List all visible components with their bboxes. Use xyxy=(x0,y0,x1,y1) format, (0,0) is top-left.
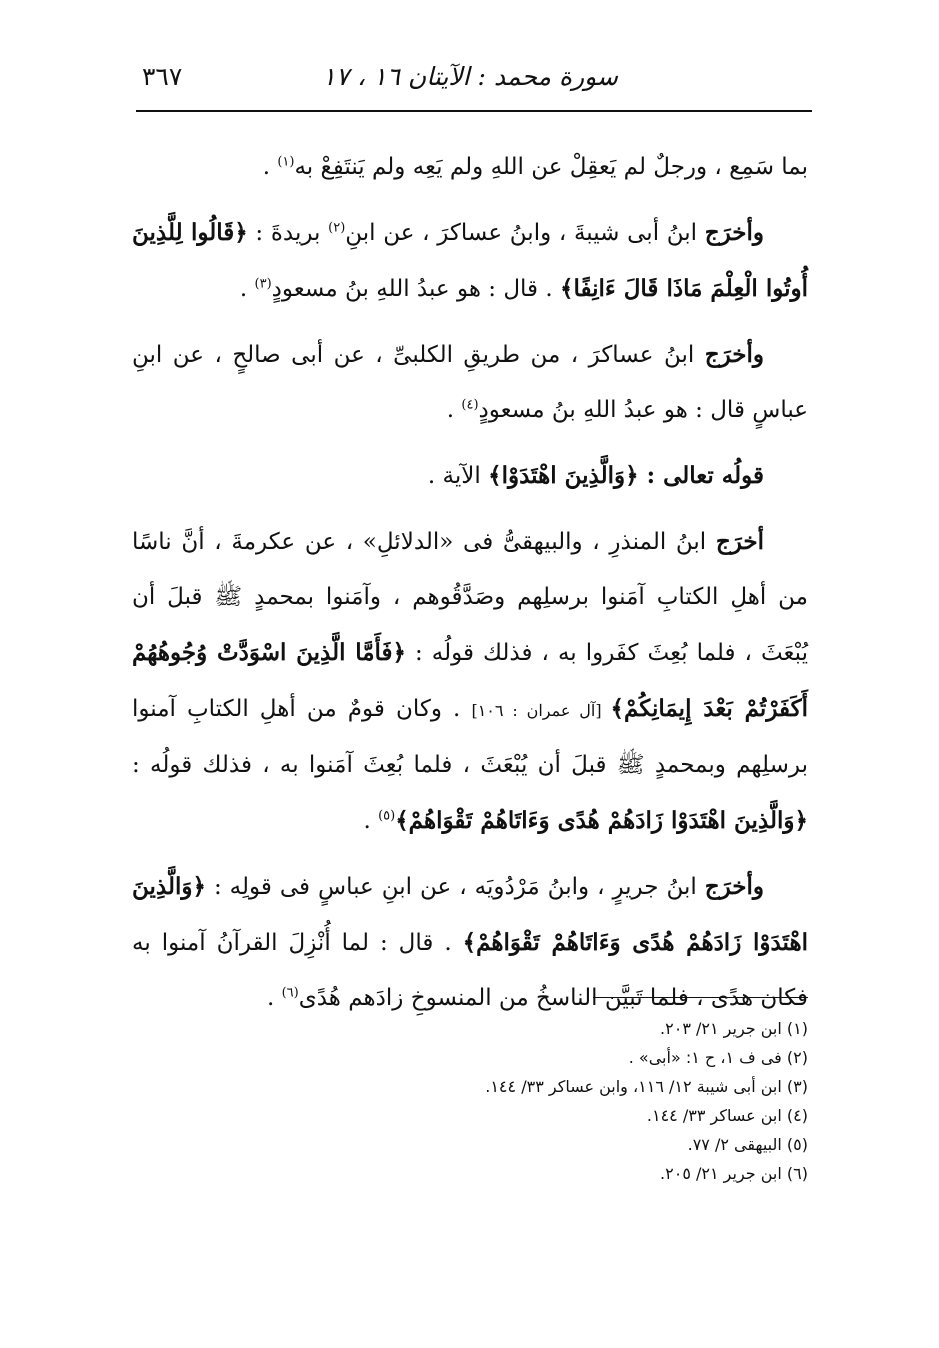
paragraph-tail: . xyxy=(239,276,255,302)
footnote-ref: (١) xyxy=(277,154,295,170)
paragraph-text-2: . قال : لما أُنْزِلَ القرآنُ آمنوا به فكان هدًى ، فلما تَبيَّن الناسخُ من المنسوخِ زادَهم هُدًى xyxy=(132,930,808,1011)
paragraph-6 xyxy=(132,859,808,1026)
footnote-ref: (٦) xyxy=(281,985,299,1001)
paragraph-text: بما سَمِع ، ورجلٌ لم يَعقِلْ عن اللهِ ولم يَعِه ولم يَنتَفِعْ به xyxy=(294,154,808,180)
footnote-5: (٥) البيهقى ٢/ ٧٧. xyxy=(687,1135,808,1154)
footnotes xyxy=(128,1014,808,1188)
header-title: سورة محمد : الآيتان ١٦ ، ١٧ xyxy=(322,62,618,91)
page-number: ٣٦٧ xyxy=(142,62,183,91)
footnote-4: (٤) ابن عساكر ٣٣/ ١٤٤. xyxy=(646,1106,808,1125)
quran-verse-2: ﴿وَالَّذِينَ اهْتَدَوْا زَادَهُمْ هُدًى وَءَاتَاهُمْ تَقْوَاهُمْ﴾ xyxy=(395,807,808,834)
section-heading: قولُه تعالى : xyxy=(638,462,764,489)
footnote-1: (١) ابن جرير ٢١/ ٢٠٣. xyxy=(660,1019,808,1038)
paragraph-5 xyxy=(132,514,808,849)
paragraph-lead: وأخرَج xyxy=(704,873,764,900)
quran-verse: ﴿وَالَّذِينَ اهْتَدَوْا﴾ xyxy=(488,462,639,489)
paragraph-tail: الآية . xyxy=(427,463,489,489)
paragraph-2 xyxy=(132,205,808,317)
running-header xyxy=(136,62,808,98)
footnote-3: (٣) ابن أبى شيبة ١٢/ ١١٦، وابن عساكر ٣٣/ ١٤٤. xyxy=(485,1077,808,1096)
verse-reference: [آل عمران : ١٠٦] xyxy=(471,701,611,720)
paragraph-lead: وأخرَج xyxy=(704,341,764,368)
quran-verse: ﴿فَأَمَّا الَّذِينَ اسْوَدَّتْ وُجُوهُهُمْ أَكَفَرْتُمْ بَعْدَ إِيمَانِكُمْ﴾ xyxy=(132,639,808,722)
paragraph-text: ابنُ عساكرَ ، من طريقِ الكلبىِّ ، عن أبى صالحٍ ، عن ابنِ عباسٍ قال : هو عبدُ اللهِ بنُ مسعودٍ xyxy=(132,342,808,423)
quran-verse: ﴿قَالُوا لِلَّذِينَ أُوتُوا الْعِلْمَ مَاذَا قَالَ ءَانِفًا﴾ xyxy=(132,219,808,302)
paragraph-lead: وأخرَج xyxy=(704,219,764,246)
paragraph-tail: . xyxy=(266,985,282,1011)
paragraph-tail: . xyxy=(262,154,278,180)
paragraph-text-2: . وكان قومٌ من أهلِ الكتابِ آمنوا برسلِهم وبمحمدٍ ﷺ قبلَ أن يُبْعَثَ ، فلما بُعِثَ آمَنوا به ، فذلك قولُه : xyxy=(132,696,808,778)
footnote-ref: (٤) xyxy=(461,397,479,413)
header-rule xyxy=(136,110,812,112)
footnote-ref: (٣) xyxy=(254,276,272,292)
paragraph-text: ابنُ أبى شيبةَ ، وابنُ عساكرَ ، عن ابنِ xyxy=(345,220,705,246)
footnote-2: (٢) فى ف ١، ح ١: «أبى» . xyxy=(628,1048,808,1067)
paragraph-text-3: . قال : هو عبدُ اللهِ بنُ مسعودٍ xyxy=(271,276,560,302)
paragraph-tail: . xyxy=(446,397,462,423)
paragraph-text: ابنُ جريرٍ ، وابنُ مَرْدُويَه ، عن ابنِ عباسٍ فى قولِه : xyxy=(205,874,705,900)
paragraph-text-2: بريدةَ : xyxy=(247,220,329,246)
paragraph-3 xyxy=(132,327,808,438)
paragraph-tail: . xyxy=(363,808,379,834)
footnote-ref: (٥) xyxy=(378,808,396,824)
main-text xyxy=(132,140,808,1036)
quran-verse: ﴿وَالَّذِينَ اهْتَدَوْا زَادَهُمْ هُدًى وَءَاتَاهُمْ تَقْوَاهُمْ﴾ xyxy=(132,873,808,956)
footnote-6: (٦) ابن جرير ٢١/ ٢٠٥. xyxy=(660,1164,808,1183)
paragraph-text: ابنُ المنذرِ ، والبيهقىُّ فى «الدلائلِ» ، عن عكرمةَ ، أنَّ ناسًا من أهلِ الكتابِ آمَنوا برسلِهم وصَدَّقُوهم ، وآمَنوا بمحمدٍ ﷺ قبلَ أن يُبْعَثَ ، فلما بُعِثَ كفَروا به ، فذلك قولُه : xyxy=(132,529,808,666)
paragraph-1 xyxy=(132,140,808,195)
paragraph-lead: أخرَج xyxy=(715,528,764,555)
footnote-ref: (٢) xyxy=(328,220,346,236)
paragraph-4 xyxy=(132,448,808,504)
footnote-rule xyxy=(593,997,808,998)
